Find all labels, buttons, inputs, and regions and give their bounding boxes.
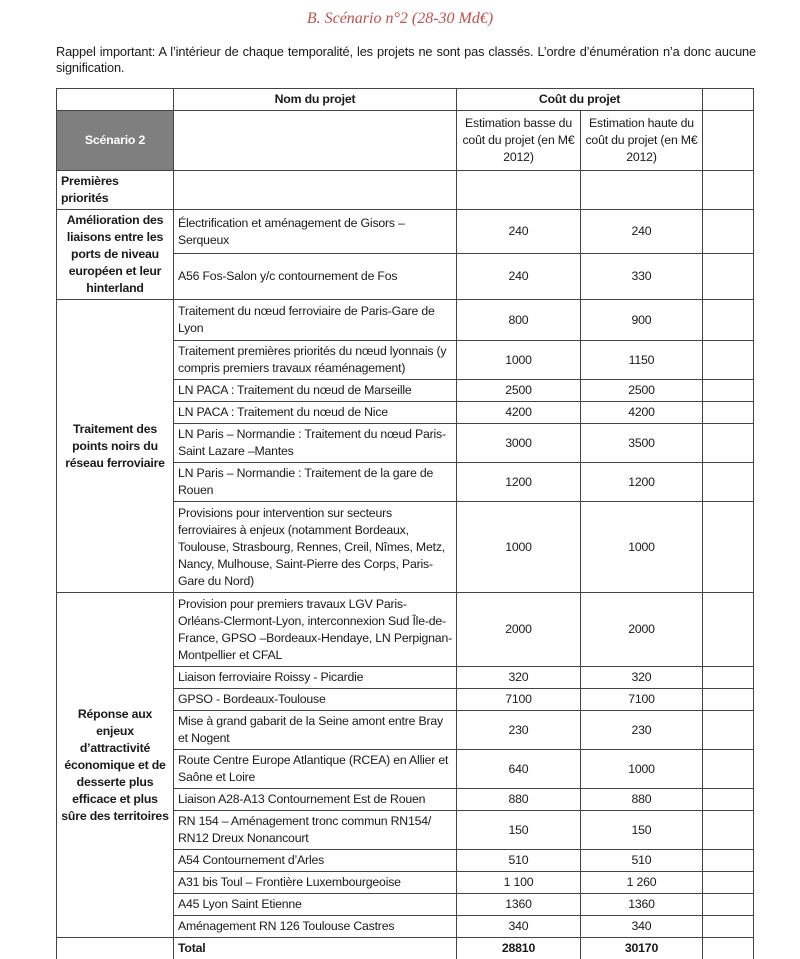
section-empty-high — [581, 171, 703, 210]
extra-cell — [703, 811, 754, 850]
extra-cell — [703, 463, 754, 502]
high-estimate: 4200 — [581, 402, 703, 424]
table-row — [57, 300, 754, 341]
project-name: LN Paris – Normandie : Traitement du nœud Paris-Saint Lazare –Mantes — [174, 424, 457, 463]
header-row — [57, 89, 754, 111]
low-estimate: 2500 — [457, 380, 581, 402]
project-name: Provision pour premiers travaux LGV Paris-Orléans-Clermont-Lyon, interconnexion Sud Île-de-France, GPSO –Bordeaux-Hendaye, LN Perpignan-Montpellier et CFAL — [174, 593, 457, 667]
project-name: Liaison A28-A13 Contournement Est de Rouen — [174, 789, 457, 811]
section-empty-low — [457, 171, 581, 210]
projects-table — [56, 88, 754, 959]
high-estimate: 240 — [581, 210, 703, 254]
project-name: LN Paris – Normandie : Traitement de la gare de Rouen — [174, 463, 457, 502]
project-name: Traitement premières priorités du nœud lyonnais (y compris premiers travaux réaménagement) — [174, 341, 457, 380]
low-estimate: 1000 — [457, 502, 581, 593]
header-high-estimate: Estimation haute du coût du projet (en M€ 2012) — [581, 111, 703, 171]
low-estimate: 240 — [457, 254, 581, 300]
high-estimate: 1150 — [581, 341, 703, 380]
low-estimate: 230 — [457, 711, 581, 750]
table-row — [57, 593, 754, 667]
project-name: Route Centre Europe Atlantique (RCEA) en Allier et Saône et Loire — [174, 750, 457, 789]
extra-cell — [703, 210, 754, 254]
project-name: Électrification et aménagement de Gisors – Serqueux — [174, 210, 457, 254]
extra-cell — [703, 380, 754, 402]
header-empty-cell — [57, 89, 174, 111]
project-name: A56 Fos-Salon y/c contournement de Fos — [174, 254, 457, 300]
header-extra-cell — [703, 89, 754, 111]
project-name: RN 154 – Aménagement tronc commun RN154/ RN12 Dreux Nonancourt — [174, 811, 457, 850]
project-name: Provisions pour intervention sur secteurs ferroviaires à enjeux (notamment Bordeaux, Toulouse, Strasbourg, Rennes, Creil, Nîmes, Metz, Nancy, Mulhouse, Saint-Pierre des Corps, Paris-Gare du Nord) — [174, 502, 457, 593]
subheader-extra-cell — [703, 111, 754, 171]
group-label: Réponse aux enjeux d’attractivité économique et de desserte plus efficace et plus sûre des territoires — [57, 593, 174, 938]
total-extra-cell — [703, 938, 754, 959]
subheader-empty-cell — [174, 111, 457, 171]
scenario-label: Scénario 2 — [57, 111, 174, 171]
project-name: A45 Lyon Saint Etienne — [174, 894, 457, 916]
extra-cell — [703, 894, 754, 916]
high-estimate: 330 — [581, 254, 703, 300]
project-name: Traitement du nœud ferroviaire de Paris-Gare de Lyon — [174, 300, 457, 341]
high-estimate: 1000 — [581, 502, 703, 593]
page-title: B. Scénario n°2 (28-30 Md€) — [0, 10, 800, 28]
table-row — [57, 210, 754, 254]
project-name: Aménagement RN 126 Toulouse Castres — [174, 916, 457, 938]
low-estimate: 880 — [457, 789, 581, 811]
low-estimate: 240 — [457, 210, 581, 254]
projects-table-body — [57, 89, 754, 959]
low-estimate: 340 — [457, 916, 581, 938]
extra-cell — [703, 300, 754, 341]
extra-cell — [703, 502, 754, 593]
section-label: Premières priorités — [57, 171, 174, 210]
high-estimate: 320 — [581, 667, 703, 689]
extra-cell — [703, 402, 754, 424]
high-estimate: 230 — [581, 711, 703, 750]
extra-cell — [703, 593, 754, 667]
low-estimate: 1 100 — [457, 872, 581, 894]
total-row — [57, 938, 754, 959]
high-estimate: 1200 — [581, 463, 703, 502]
total-empty-cell — [57, 938, 174, 959]
section-empty-name — [174, 171, 457, 210]
subheader-row — [57, 111, 754, 171]
extra-cell — [703, 872, 754, 894]
project-name: Mise à grand gabarit de la Seine amont entre Bray et Nogent — [174, 711, 457, 750]
header-low-estimate: Estimation basse du coût du projet (en M€ 2012) — [457, 111, 581, 171]
total-label: Total — [174, 938, 457, 959]
high-estimate: 150 — [581, 811, 703, 850]
header-project-cost: Coût du projet — [457, 89, 703, 111]
extra-cell — [703, 711, 754, 750]
high-estimate: 1000 — [581, 750, 703, 789]
low-estimate: 510 — [457, 850, 581, 872]
extra-cell — [703, 850, 754, 872]
extra-cell — [703, 689, 754, 711]
header-project-name: Nom du projet — [174, 89, 457, 111]
total-high: 30170 — [581, 938, 703, 959]
group-label: Amélioration des liaisons entre les ports de niveau européen et leur hinterland — [57, 210, 174, 300]
high-estimate: 7100 — [581, 689, 703, 711]
low-estimate: 150 — [457, 811, 581, 850]
project-name: Liaison ferroviaire Roissy - Picardie — [174, 667, 457, 689]
section-extra-cell — [703, 171, 754, 210]
group-label: Traitement des points noirs du réseau ferroviaire — [57, 300, 174, 593]
low-estimate: 1000 — [457, 341, 581, 380]
high-estimate: 880 — [581, 789, 703, 811]
intro-paragraph: Rappel important: A l’intérieur de chaque temporalité, les projets ne sont pas classés. L’ordre d’énumération n’a donc aucune signification. — [56, 44, 756, 76]
extra-cell — [703, 916, 754, 938]
project-name: LN PACA : Traitement du nœud de Nice — [174, 402, 457, 424]
high-estimate: 510 — [581, 850, 703, 872]
extra-cell — [703, 750, 754, 789]
extra-cell — [703, 341, 754, 380]
project-name: GPSO - Bordeaux-Toulouse — [174, 689, 457, 711]
high-estimate: 3500 — [581, 424, 703, 463]
low-estimate: 800 — [457, 300, 581, 341]
high-estimate: 1360 — [581, 894, 703, 916]
low-estimate: 3000 — [457, 424, 581, 463]
high-estimate: 2500 — [581, 380, 703, 402]
low-estimate: 4200 — [457, 402, 581, 424]
low-estimate: 1360 — [457, 894, 581, 916]
total-low: 28810 — [457, 938, 581, 959]
high-estimate: 1 260 — [581, 872, 703, 894]
high-estimate: 340 — [581, 916, 703, 938]
high-estimate: 900 — [581, 300, 703, 341]
extra-cell — [703, 789, 754, 811]
low-estimate: 640 — [457, 750, 581, 789]
section-row — [57, 171, 754, 210]
low-estimate: 320 — [457, 667, 581, 689]
extra-cell — [703, 424, 754, 463]
low-estimate: 7100 — [457, 689, 581, 711]
project-name: A54 Contournement d’Arles — [174, 850, 457, 872]
extra-cell — [703, 667, 754, 689]
high-estimate: 2000 — [581, 593, 703, 667]
low-estimate: 1200 — [457, 463, 581, 502]
project-name: LN PACA : Traitement du nœud de Marseille — [174, 380, 457, 402]
low-estimate: 2000 — [457, 593, 581, 667]
extra-cell — [703, 254, 754, 300]
project-name: A31 bis Toul – Frontière Luxembourgeoise — [174, 872, 457, 894]
